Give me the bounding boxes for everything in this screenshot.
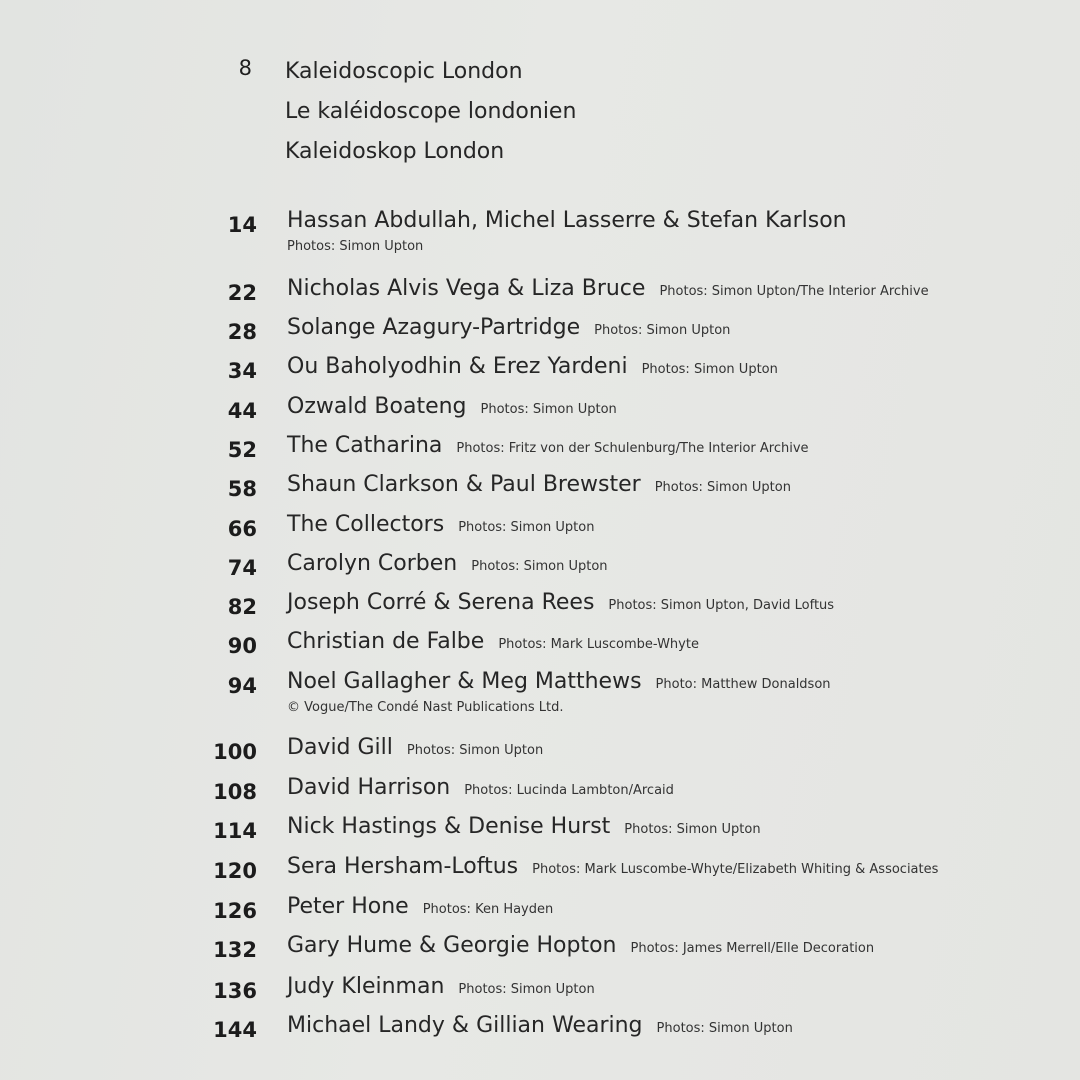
toc-entry-photo-credit: Photos: Ken Hayden	[422, 902, 554, 917]
toc-entry-body	[287, 551, 608, 576]
toc-entry-body	[287, 854, 938, 879]
toc-entry-title: Shaun Clarkson & Paul Brewster	[287, 472, 641, 497]
toc-entry-photo-credit: Photos: Simon Upton	[406, 743, 544, 758]
toc-entry-body	[287, 315, 730, 340]
toc-entry-title: Hassan Abdullah, Michel Lasserre & Stefan Karlson	[287, 208, 847, 233]
toc-entry-title: Gary Hume & Georgie Hopton	[287, 933, 617, 958]
toc-page-number: 108	[213, 780, 257, 804]
toc-entry-body	[287, 590, 834, 615]
toc-entry-body	[287, 354, 778, 379]
toc-page-number: 90	[227, 634, 257, 658]
toc-entry-photo-credit: Photos: Simon Upton/The Interior Archive	[659, 284, 929, 299]
toc-page-number: 94	[227, 674, 257, 698]
intro-titles	[285, 52, 576, 172]
toc-entry-title: Nick Hastings & Denise Hurst	[287, 814, 611, 839]
toc-entry-body	[287, 512, 594, 537]
toc-entry-title: Solange Azagury-Partridge	[287, 315, 581, 340]
toc-entry-photo-credit: Photos: Simon Upton, David Loftus	[608, 598, 835, 613]
toc-entry-credit-line: Photos: Simon Upton	[287, 239, 424, 254]
toc-entry-photo-credit: Photos: Mark Luscombe-Whyte	[498, 637, 699, 652]
toc-entry-body	[287, 433, 809, 458]
toc-page-number: 82	[227, 595, 257, 619]
toc-page-number: 58	[227, 477, 257, 501]
toc-entry-body	[287, 775, 674, 800]
toc-page-number: 144	[213, 1018, 257, 1042]
toc-page-number: 114	[213, 819, 257, 843]
intro-page-number: 8	[238, 56, 252, 80]
toc-entry-photo-credit: Photos: Simon Upton	[654, 480, 791, 495]
toc-entry-photo-credit: Photos: James Merrell/Elle Decoration	[630, 941, 875, 956]
toc-entry-title: David Gill	[287, 735, 393, 760]
intro-title-de: Kaleidoskop London	[285, 139, 505, 164]
toc-entry-photo-credit: Photo: Matthew Donaldson	[655, 677, 831, 692]
toc-entry-photo-credit: Photos: Simon Upton	[656, 1021, 793, 1036]
toc-page-number: 74	[227, 556, 257, 580]
toc-page-number: 22	[227, 281, 257, 305]
toc-page-number: 66	[227, 517, 257, 541]
toc-entry-body	[287, 472, 791, 497]
toc-entry-body	[287, 1013, 793, 1038]
toc-entry-credit-line: © Vogue/The Condé Nast Publications Ltd.	[287, 700, 564, 715]
toc-entry-photo-credit: Photos: Lucinda Lambton/Arcaid	[464, 783, 674, 798]
toc-entry-title: David Harrison	[287, 775, 451, 800]
toc-entry-body	[287, 933, 874, 958]
toc-entry-body	[287, 629, 699, 654]
toc-entry-title: Peter Hone	[287, 894, 409, 919]
toc-page-number: 52	[227, 438, 257, 462]
toc-entry-photo-credit: Photos: Simon Upton	[624, 822, 761, 837]
toc-entry-body	[287, 974, 595, 999]
toc-page-number: 120	[213, 859, 257, 883]
toc-entry-title: Carolyn Corben	[287, 551, 458, 576]
toc-entry-title: The Catharina	[287, 433, 443, 458]
toc-page-number: 44	[227, 399, 257, 423]
toc-entry-title: Ou Baholyodhin & Erez Yardeni	[287, 354, 628, 379]
toc-entry-photo-credit: Photos: Simon Upton	[480, 402, 617, 417]
toc-page-number: 14	[227, 213, 257, 237]
toc-entry-body	[287, 814, 761, 839]
toc-entry-title: Noel Gallagher & Meg Matthews	[287, 669, 642, 694]
toc-entry-body	[287, 208, 847, 254]
toc-entry-body	[287, 394, 617, 419]
toc-entry-title: Christian de Falbe	[287, 629, 485, 654]
toc-entry-body	[287, 735, 543, 760]
toc-entry-title: Joseph Corré & Serena Rees	[287, 590, 595, 615]
toc-entry-body	[287, 669, 831, 715]
toc-page-number: 136	[213, 979, 257, 1003]
toc-page-number: 132	[213, 938, 257, 962]
toc-entry-title: Michael Landy & Gillian Wearing	[287, 1013, 643, 1038]
toc-entry-photo-credit: Photos: Simon Upton	[458, 982, 595, 997]
toc-entry-body	[287, 276, 929, 301]
toc-page-number: 34	[227, 359, 257, 383]
toc-entry-body	[287, 894, 553, 919]
intro-title-fr: Le kaléidoscope londonien	[285, 99, 577, 124]
toc-entry-title: Ozwald Boateng	[287, 394, 467, 419]
toc-entry-photo-credit: Photos: Simon Upton	[594, 323, 731, 338]
toc-entry-photo-credit: Photos: Mark Luscombe-Whyte/Elizabeth Whiting & Associates	[532, 862, 939, 877]
toc-page-number: 126	[213, 899, 257, 923]
toc-entry-photo-credit: Photos: Simon Upton	[471, 559, 608, 574]
toc-entry-title: Judy Kleinman	[287, 974, 445, 999]
toc-page-number: 28	[227, 320, 257, 344]
toc-entry-title: Sera Hersham-Loftus	[287, 854, 519, 879]
toc-entry-title: The Collectors	[287, 512, 445, 537]
toc-entry-photo-credit: Photos: Fritz von der Schulenburg/The Interior Archive	[456, 441, 809, 456]
toc-page-number: 100	[213, 740, 257, 764]
toc-entry-photo-credit: Photos: Simon Upton	[641, 362, 778, 377]
toc-entry-photo-credit: Photos: Simon Upton	[458, 520, 595, 535]
intro-title-en: Kaleidoscopic London	[285, 59, 523, 84]
toc-entry-title: Nicholas Alvis Vega & Liza Bruce	[287, 276, 646, 301]
